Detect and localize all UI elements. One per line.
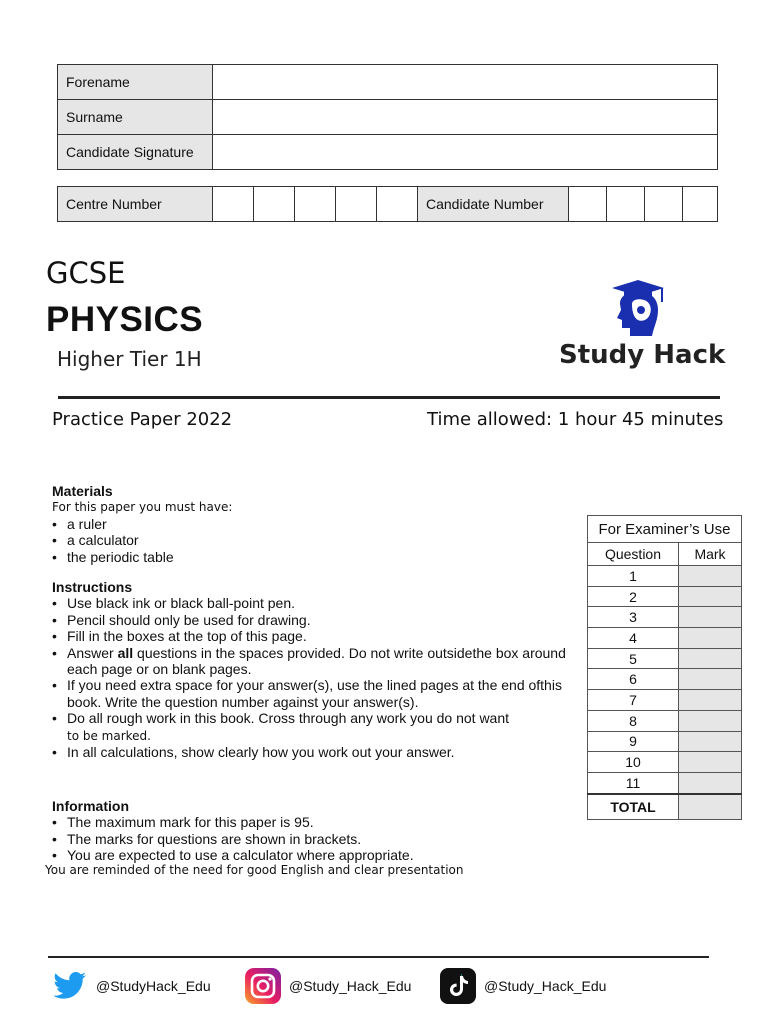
signature-field[interactable]: [213, 135, 718, 170]
forename-field[interactable]: [213, 65, 718, 100]
centre-number-box[interactable]: [377, 187, 418, 222]
signature-label: Candidate Signature: [58, 135, 213, 170]
number-table: [57, 186, 718, 222]
examiner-table: [587, 515, 742, 820]
time-allowed: Time allowed: 1 hour 45 minutes: [427, 409, 724, 430]
instagram-link[interactable]: [245, 968, 411, 1004]
question-number: 4: [588, 628, 679, 649]
question-number: 5: [588, 648, 679, 669]
question-number: 6: [588, 669, 679, 690]
tiktok-link[interactable]: [440, 968, 606, 1004]
mark-header: Mark: [679, 543, 742, 566]
list-item: • Use black ink or black ball-point pen.: [52, 595, 587, 611]
candidate-number-box[interactable]: [645, 187, 683, 222]
brand-name: Study Hack: [559, 340, 726, 370]
answer-text: questions in the spaces provided. Do not write outsidethe box around each page or on blank pages.: [67, 644, 566, 678]
twitter-handle: @StudyHack_Edu: [96, 978, 211, 994]
list-item: • The maximum mark for this paper is 95.: [52, 814, 587, 830]
instructions-section: [52, 579, 587, 760]
instagram-icon: [245, 968, 281, 1004]
information-section: [52, 798, 587, 864]
candidate-number-label: Candidate Number: [418, 187, 569, 222]
footer-divider: [48, 956, 709, 958]
list-item: • a ruler: [52, 516, 587, 532]
list-item: • the periodic table: [52, 549, 587, 565]
header-divider: [58, 396, 720, 399]
question-number: 1: [588, 566, 679, 587]
list-item: • If you need extra space for your answer(s), use the lined pages at the end ofthis book. Write the question number against your answer(s).: [52, 677, 587, 710]
mark-cell[interactable]: [679, 690, 742, 711]
materials-heading: Materials: [52, 483, 113, 499]
information-heading: Information: [52, 798, 129, 814]
twitter-link[interactable]: [52, 968, 211, 1004]
total-label: TOTAL: [588, 794, 679, 820]
question-number: 9: [588, 731, 679, 752]
list-item: • a calculator: [52, 532, 587, 548]
mark-cell[interactable]: [679, 752, 742, 773]
question-number: 11: [588, 772, 679, 793]
mark-cell[interactable]: [679, 731, 742, 752]
list-item: • The marks for questions are shown in brackets.: [52, 831, 587, 847]
question-number: 2: [588, 586, 679, 607]
mark-cell[interactable]: [679, 710, 742, 731]
answer-prefix: Answer: [67, 644, 114, 661]
list-item: [52, 645, 587, 678]
list-item: • Pencil should only be used for drawing.: [52, 612, 587, 628]
surname-field[interactable]: [213, 100, 718, 135]
list-item: [52, 710, 587, 744]
question-number: 7: [588, 690, 679, 711]
presentation-reminder: You are reminded of the need for good English and clear presentation: [45, 863, 464, 877]
tiktok-handle: @Study_Hack_Edu: [484, 978, 607, 994]
total-mark-cell[interactable]: [679, 794, 742, 820]
mark-cell[interactable]: [679, 566, 742, 587]
answer-emphasis: all: [117, 644, 134, 661]
instructions-heading: Instructions: [52, 579, 133, 595]
subject-title: PHYSICS: [46, 300, 204, 339]
centre-number-box[interactable]: [254, 187, 295, 222]
materials-note: For this paper you must have:: [52, 500, 233, 515]
mark-cell[interactable]: [679, 669, 742, 690]
centre-number-box[interactable]: [213, 187, 254, 222]
question-number: 8: [588, 710, 679, 731]
level-title: GCSE: [46, 256, 126, 290]
question-number: 3: [588, 607, 679, 628]
rough-text: rough work in this book. Cross through any work you do not want: [106, 710, 510, 727]
mark-cell[interactable]: [679, 586, 742, 607]
mark-cell[interactable]: [679, 628, 742, 649]
rough-tail: to be marked.: [67, 728, 151, 743]
paper-name: Practice Paper 2022: [52, 409, 233, 430]
candidate-number-box[interactable]: [683, 187, 718, 222]
forename-label: Forename: [58, 65, 213, 100]
question-header: Question: [588, 543, 679, 566]
tier-title: Higher Tier 1H: [57, 347, 202, 371]
rough-prefix: Do all: [67, 710, 103, 727]
centre-number-label: Centre Number: [58, 187, 213, 222]
materials-section: [52, 483, 587, 565]
study-hack-logo-icon: [608, 280, 668, 343]
candidate-number-box[interactable]: [569, 187, 607, 222]
mark-cell[interactable]: [679, 648, 742, 669]
centre-number-box[interactable]: [336, 187, 377, 222]
list-item: • Fill in the boxes at the top of this page.: [52, 628, 587, 644]
mark-cell[interactable]: [679, 772, 742, 793]
tiktok-icon: [440, 968, 476, 1004]
twitter-icon: [52, 968, 88, 1004]
surname-label: Surname: [58, 100, 213, 135]
list-item: • In all calculations, show clearly how you work out your answer.: [52, 744, 587, 760]
question-number: 10: [588, 752, 679, 773]
instagram-handle: @Study_Hack_Edu: [289, 978, 412, 994]
candidate-number-box[interactable]: [607, 187, 645, 222]
mark-cell[interactable]: [679, 607, 742, 628]
candidate-details-table: [57, 64, 718, 170]
examiner-title: For Examiner’s Use: [588, 516, 742, 543]
list-item: • You are expected to use a calculator where appropriate.: [52, 847, 587, 863]
centre-number-box[interactable]: [295, 187, 336, 222]
